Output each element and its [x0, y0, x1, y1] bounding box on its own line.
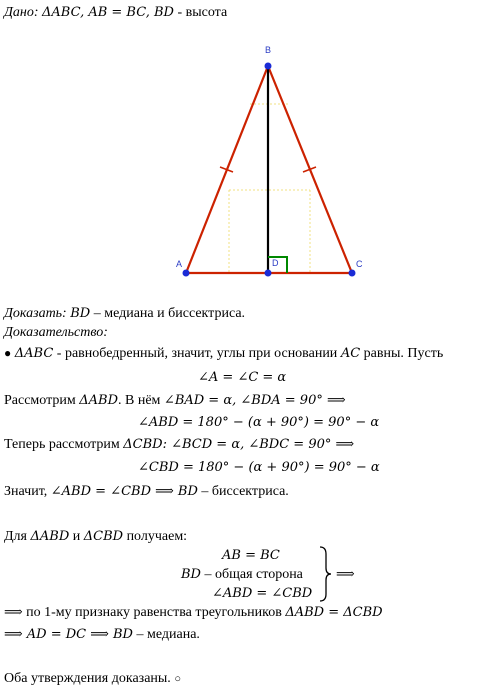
prove-math: BD	[70, 306, 91, 321]
system-line-3: ∠ABD = ∠CBD	[212, 586, 313, 601]
prove-suffix: – медиана и биссектриса.	[93, 306, 246, 321]
system-line-2	[181, 566, 303, 584]
proof-line-11	[4, 670, 181, 688]
given-math: ΔABC, AB = BC, BD	[42, 5, 174, 20]
text-isosceles: - равнобедренный, значит, углы при основании	[56, 346, 338, 361]
brace-icon	[318, 546, 332, 602]
system-line-1: AB = BC	[222, 548, 280, 563]
proof-line-10	[4, 626, 200, 644]
proof-label: Доказательство:	[4, 325, 108, 340]
math-bd: BD	[181, 567, 201, 582]
text-therefore: Значит,	[4, 484, 48, 499]
proof-line-5	[4, 436, 354, 454]
proof-line-2: ∠A = ∠C = α	[198, 370, 287, 385]
proof-line-1	[4, 344, 443, 363]
math-angles-abd: ∠BAD = α, ∠BDA = 90° ⟹	[163, 393, 346, 408]
point-b	[265, 63, 272, 70]
text-get: получаем:	[126, 529, 188, 544]
label-b: B	[265, 45, 272, 55]
text-both-proven: Оба утверждения доказаны.	[4, 671, 171, 686]
text-bisector: – биссектриса.	[201, 484, 289, 499]
math-ac: AC	[340, 346, 361, 361]
math-abd-2: ΔABD	[30, 529, 70, 544]
system-arrow: ⟹	[336, 567, 355, 582]
arrow-icon: ⟹	[4, 605, 23, 620]
end-mark-icon: ○	[174, 673, 181, 685]
text-in-it: . В нём	[118, 393, 161, 408]
text-and: и	[72, 529, 81, 544]
math-abd: ΔABD	[79, 393, 119, 408]
point-d	[265, 270, 272, 277]
math-cbd: ΔCBD: ∠BCD = α, ∠BDC = 90° ⟹	[123, 437, 355, 452]
math-abc: ΔABC	[14, 346, 54, 361]
proof-line-9	[4, 604, 383, 622]
construction-lines	[229, 104, 310, 273]
text-equal-let: равны. Пусть	[363, 346, 444, 361]
math-bisector: ∠ABD = ∠CBD ⟹ BD	[50, 484, 198, 499]
triangle-figure	[0, 0, 500, 300]
text-first-criterion: по 1-му признаку равенства треугольников	[26, 605, 282, 620]
label-a: A	[176, 259, 183, 269]
text-common-side: – общая сторона	[204, 567, 303, 582]
math-median: ⟹ AD = DC ⟹ BD	[4, 627, 133, 642]
text-for: Для	[4, 529, 27, 544]
proof-line-7	[4, 483, 289, 501]
given-suffix: - высота	[177, 5, 228, 20]
math-cbd-2: ΔCBD	[83, 529, 124, 544]
label-d: D	[272, 258, 279, 268]
math-congruent: ΔABD = ΔCBD	[285, 605, 383, 620]
text-consider: Рассмотрим	[4, 393, 76, 408]
proof-line-3	[4, 392, 346, 410]
prove-line	[4, 305, 245, 323]
point-c	[349, 270, 356, 277]
text-now-consider: Теперь рассмотрим	[4, 437, 120, 452]
text-median: – медиана.	[136, 627, 200, 642]
given-label: Дано:	[4, 5, 39, 20]
proof-line-8	[4, 528, 187, 546]
proof-line-4: ∠ABD = 180° − (α + 90°) = 90° − α	[138, 415, 380, 430]
proof-line-6: ∠CBD = 180° − (α + 90°) = 90° − α	[138, 460, 380, 475]
prove-label: Доказать:	[4, 306, 67, 321]
label-c: C	[356, 259, 363, 269]
point-a	[183, 270, 190, 277]
bullet-icon: ●	[4, 346, 12, 360]
